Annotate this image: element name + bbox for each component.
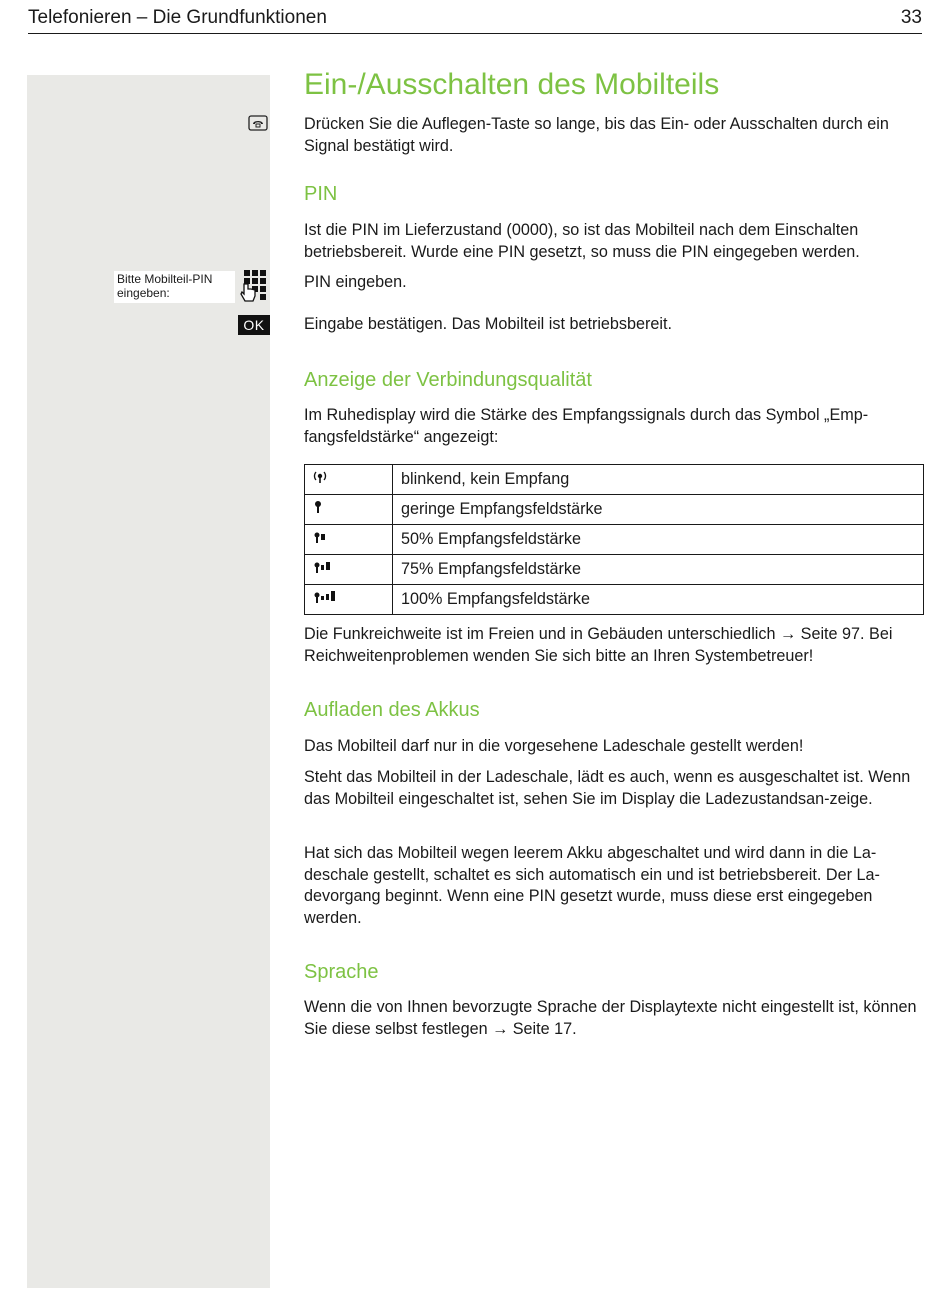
pin-display-line2: eingeben: (117, 286, 170, 300)
signal-range-paragraph: Die Funkreichweite ist im Freien und in Gebäuden unterschiedlich → Seite 97. Bei Reichweitenproblemen wenden Sie sich bitte an Ihren Systembetreuer! (304, 625, 893, 665)
keypad-icon (240, 270, 268, 307)
page-title: Ein-/Ausschalten des Mobilteils (304, 68, 720, 101)
table-row (305, 465, 924, 495)
battery-paragraph-1: Das Mobilteil darf nur in die vorgesehene Ladeschale gestellt werden! (304, 737, 804, 755)
signal-heading: Anzeige der Verbindungsqualität (304, 369, 592, 391)
signal-low-icon (305, 495, 393, 525)
page-number: 33 (900, 7, 922, 28)
signal-label: 100% Empfangsfeldstärke (393, 585, 924, 615)
intro-text: Drücken Sie die Auflegen-Taste so lange, bis das Ein- oder Ausschalten durch ein Signal bestätigt wird. (304, 115, 889, 155)
pin-heading: PIN (304, 183, 338, 205)
battery-paragraph-2: Steht das Mobilteil in der Ladeschale, lädt es auch, wenn es ausgeschaltet ist. Wenn das Mobilteil eingeschaltet ist, sehen Sie im Display die Ladezustandsan-zeige. (304, 768, 911, 808)
table-row (305, 555, 924, 585)
battery-paragraph-3: Hat sich das Mobilteil wegen leerem Akku abgeschaltet und wird dann in die La-deschale gestellt, schaltet es sich automatisch ein und ist betriebsbereit. Der La-devorgang beginnt. Wenn eine PIN gesetzt wurde, muss diese erst eingegeben werden. (304, 844, 880, 927)
pin-step-enter: PIN eingeben. (304, 273, 407, 291)
signal-50-icon (305, 525, 393, 555)
table-row (305, 495, 924, 525)
signal-label: 50% Empfangsfeldstärke (393, 525, 924, 555)
pin-display (114, 271, 235, 303)
header-title: Telefonieren – Die Grundfunktionen (28, 7, 327, 28)
pin-step-confirm: Eingabe bestätigen. Das Mobilteil ist betriebsbereit. (304, 315, 673, 333)
signal-label: blinkend, kein Empfang (393, 465, 924, 495)
signal-label: geringe Empfangsfeldstärke (393, 495, 924, 525)
language-heading: Sprache (304, 961, 379, 983)
battery-heading: Aufladen des Akkus (304, 699, 480, 721)
signal-none-icon (305, 465, 393, 495)
signal-paragraph: Im Ruhedisplay wird die Stärke des Empfangssignals durch das Symbol „Emp-fangsfeldstärke“ angezeigt: (304, 406, 869, 446)
header-rule (28, 33, 922, 34)
language-paragraph: Wenn die von Ihnen bevorzugte Sprache der Displaytexte nicht eingestellt ist, können Sie diese selbst festlegen → Seite 17. (304, 998, 917, 1038)
ok-key: OK (238, 315, 270, 335)
sidebar (27, 75, 270, 1288)
table-row (305, 585, 924, 615)
end-call-key-icon (248, 115, 268, 136)
signal-table (304, 464, 924, 615)
table-row (305, 525, 924, 555)
signal-75-icon (305, 555, 393, 585)
signal-100-icon (305, 585, 393, 615)
pin-display-line1: Bitte Mobilteil-PIN (117, 272, 213, 286)
pin-paragraph: Ist die PIN im Lieferzustand (0000), so ist das Mobilteil nach dem Einschalten betriebsbereit. Wurde eine PIN gesetzt, so muss die PIN eingegeben werden. (304, 221, 860, 261)
signal-label: 75% Empfangsfeldstärke (393, 555, 924, 585)
